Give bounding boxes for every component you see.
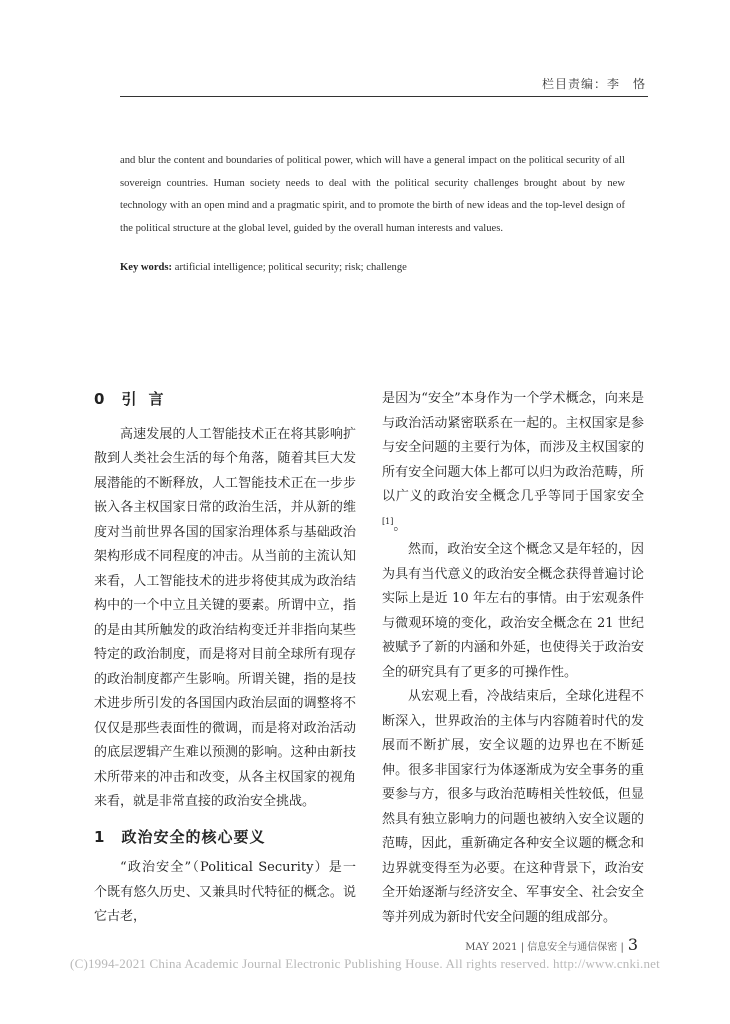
journal-name: MAY 2021 | 信息安全与通信保密 |: [465, 942, 624, 953]
keywords: [120, 258, 625, 278]
left-column: [94, 387, 356, 930]
section-1-title: 政治安全的核心要义: [121, 827, 266, 846]
section-1-number: 1: [94, 827, 106, 846]
right-column: [382, 387, 644, 930]
copyright-watermark: (C)1994-2021 China Academic Journal Electronic Publishing House. All rights reserved. http://www.cnki.net: [70, 956, 660, 971]
section-0-number: 0: [94, 390, 106, 408]
english-abstract: and blur the content and boundaries of political power, which will have a general impact on the political security of all sovereign countries. Human society needs to deal with the political security challenges brought about by new technology with an open mind and a pragmatic spirit, and to promote the birth of new ideas and the top-level design of the political structure at the global level, guided by the overall human interests and values.: [120, 155, 625, 234]
section-0-heading: [94, 387, 356, 412]
keywords-label: Key words:: [120, 262, 173, 273]
continued-paragraph: [382, 387, 644, 538]
keywords-text: artificial intelligence; political security; risk; challenge: [174, 262, 407, 273]
section-1-heading: [94, 825, 356, 850]
page-footer: [465, 935, 638, 954]
column-editor: 栏目责编：李 恪: [541, 77, 646, 91]
section-1-paragraph-2: 然而，政治安全这个概念又是年轻的，因为具有当代意义的政治安全概念获得普遍讨论实际上是近 10 年左右的事情。由于宏观条件与微观环境的变化，政治安全概念在 21 世纪被赋予了新的内涵和外延，也使得关于政治安全的研究具有了更多的可操作性。: [382, 542, 644, 680]
continued-paragraph-end: 。: [393, 517, 407, 533]
section-0-paragraph: 高速发展的人工智能技术正在将其影响扩散到人类社会生活的每个角落，随着其巨大发展潜能的不断释放，人工智能技术正在一步步嵌入各主权国家日常的政治生活，并从新的维度对当前世界各国的国家治理体系与基础政治架构形成不同程度的冲击。从当前的主流认知来看，人工智能技术的进步将使其成为政治结构中的一个中立且关键的要素。所谓中立，指的是由其所触发的政治结构变迁并非指向某些特定的政治制度，而是将对目前全球所有现存的政治制度都产生影响。所谓关键，指的是技术进步所引发的各国国内政治层面的调整将不仅仅是那些表面性的微调，而是将对政治活动的底层逻辑产生难以预测的影响。这种由新技术所带来的冲击和改变，从各主权国家的视角来看，就是非常直接的政治安全挑战。: [94, 426, 356, 809]
continued-paragraph-text: 是因为“安全”本身作为一个学术概念，向来是与政治活动紧密联系在一起的。主权国家是参与安全问题的主要行为体，而涉及主权国家的所有安全问题大体上都可以归为政治范畴，所以广义的政治安全概念几乎等同于国家安全: [382, 391, 644, 504]
page-number: 3: [627, 935, 638, 954]
section-1-paragraph-1: “政治安全”（Political Security）是一个既有悠久历史、又兼具时代特征的概念。说它古老，: [94, 860, 356, 924]
section-1-paragraph-3: 从宏观上看，冷战结束后，全球化进程不断深入，世界政治的主体与内容随着时代的发展而不断扩展，安全议题的边界也在不断延伸。很多非国家行为体逐渐成为安全事务的重要参与方，很多与政治范畴相关性较低，但显然具有独立影响力的问题也被纳入安全议题的范畴，因此，重新确定各种安全议题的概念和边界就变得至为必要。在这种背景下，政治安全开始逐渐与经济安全、军事安全、社会安全等并列成为新时代安全问题的组成部分。: [382, 689, 644, 925]
reference-marker: [1]: [382, 516, 394, 526]
section-0-title: 引言: [121, 390, 176, 408]
header-rule: [120, 96, 648, 97]
